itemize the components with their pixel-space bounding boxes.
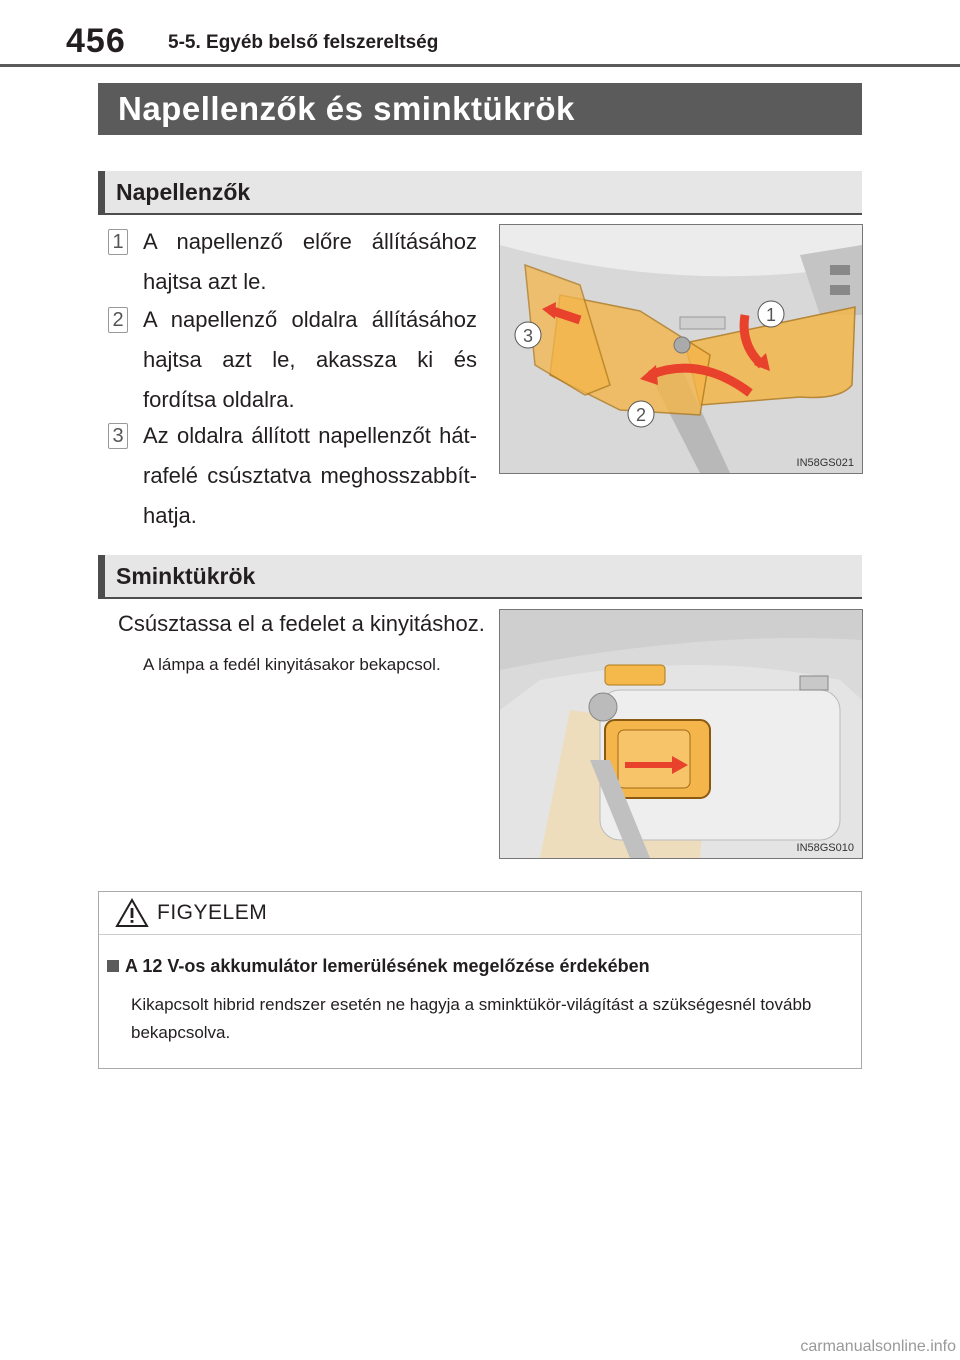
callout-3 bbox=[515, 322, 541, 348]
caution-header bbox=[99, 892, 861, 935]
figure-code: IN58GS021 bbox=[796, 457, 854, 469]
page-number: 456 bbox=[66, 22, 126, 60]
item-number: 3 bbox=[108, 423, 128, 449]
item-text: A napellenző előre állításához hajtsa azt le. bbox=[143, 229, 477, 294]
item-text: Az oldalra állított napellenzőt hátrafelé csúsztatva meghosszabbíthatja. bbox=[143, 423, 477, 528]
svg-text:2: 2 bbox=[635, 405, 647, 425]
sun-visor-figure bbox=[499, 224, 863, 474]
section-heading-sun-visors bbox=[98, 171, 862, 215]
section-heading-text: Napellenzők bbox=[116, 179, 251, 205]
item-number: 1 bbox=[108, 229, 128, 255]
mirror-note: A lámpa a fedél kinyitásakor bekapcsol. bbox=[143, 655, 441, 674]
item-number: 2 bbox=[108, 307, 128, 333]
callout-1 bbox=[758, 301, 784, 327]
caution-subtitle-text: A 12 V-os akkumulátor lemerülésének megelőzése érdekében bbox=[125, 956, 650, 976]
svg-text:1: 1 bbox=[765, 305, 777, 325]
figure-code: IN58GS010 bbox=[796, 842, 854, 854]
vanity-mirror-illustration bbox=[500, 610, 862, 858]
item-text: A napellenző oldalra állításához hajtsa azt le, akassza ki és fordítsa oldalra. bbox=[143, 307, 477, 412]
caution-box bbox=[98, 891, 862, 1069]
warning-triangle-icon bbox=[115, 898, 149, 928]
section-heading-vanity-mirrors bbox=[98, 555, 862, 599]
chapter-title: 5-5. Egyéb belső felszereltség bbox=[168, 32, 439, 53]
caution-subtitle bbox=[107, 956, 650, 977]
caution-title: FIGYELEM bbox=[157, 901, 268, 924]
sun-visor-illustration bbox=[500, 225, 862, 473]
page-title-bar bbox=[98, 83, 862, 135]
mirror-instruction: Csúsztassa el a fedelet a kinyitáshoz. bbox=[118, 611, 485, 636]
caution-body: Kikapcsolt hibrid rendszer esetén ne hagyja a sminktükör-világítást a szükségesnél tovább bekapcsolva. bbox=[131, 995, 812, 1042]
page-title: Napellenzők és sminktükrök bbox=[118, 90, 575, 127]
vanity-mirror-figure bbox=[499, 609, 863, 859]
header-rule bbox=[0, 64, 960, 67]
svg-text:3: 3 bbox=[522, 326, 534, 346]
watermark: carmanualsonline.info bbox=[800, 1338, 956, 1355]
section-accent bbox=[98, 171, 105, 215]
section-heading-text: Sminktükrök bbox=[116, 563, 256, 589]
section-accent bbox=[98, 555, 105, 599]
callout-2 bbox=[628, 401, 654, 427]
bullet-square-icon bbox=[107, 960, 119, 972]
